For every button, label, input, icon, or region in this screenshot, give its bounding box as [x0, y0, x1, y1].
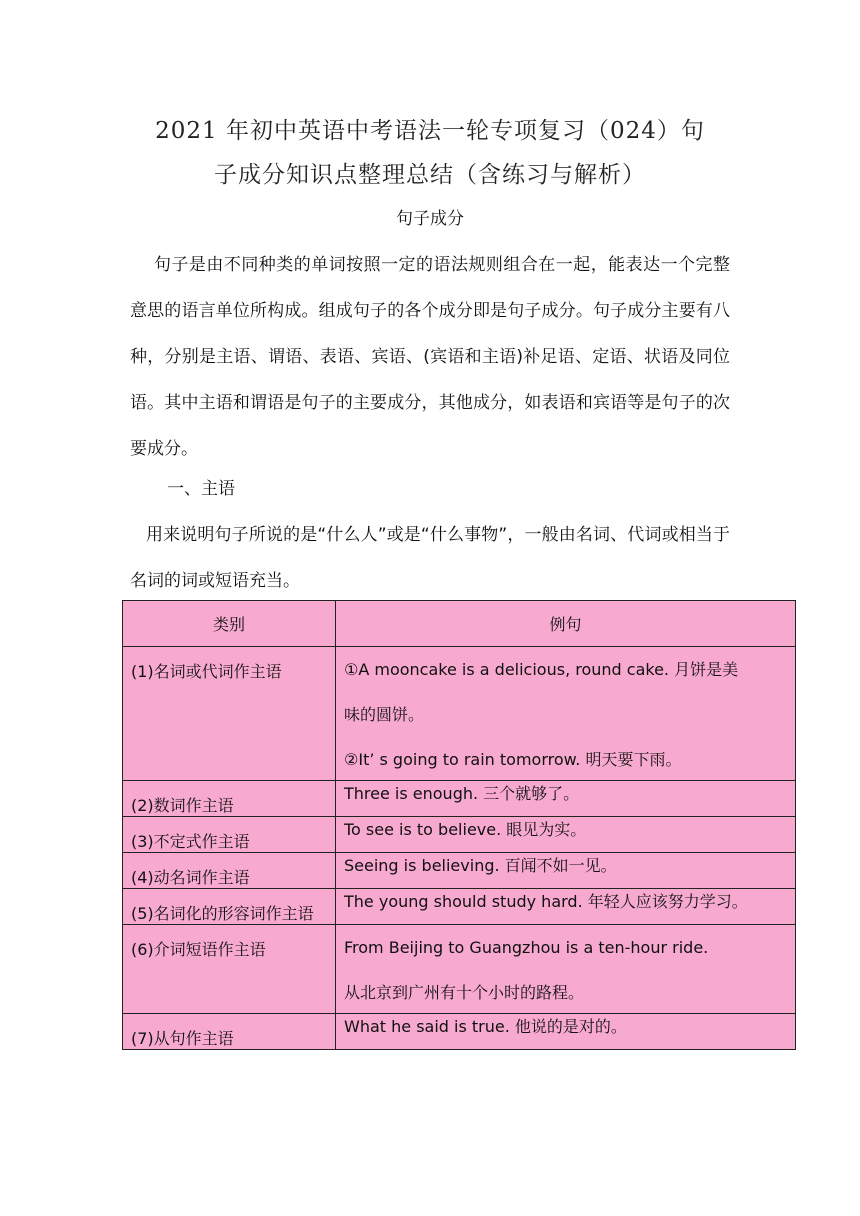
document-title-line-2: 子成分知识点整理总结（含练习与解析） [214, 162, 646, 188]
table-row [123, 647, 796, 781]
example-cell [336, 925, 796, 1014]
category-cell: (2)数词作主语 [123, 781, 336, 817]
category-cell: (1)名词或代词作主语 [123, 647, 336, 781]
category-cell: (4)动名词作主语 [123, 853, 336, 889]
example-cell: The young should study hard. 年轻人应该努力学习。 [336, 889, 796, 925]
category-cell: (5)名词化的形容词作主语 [123, 889, 336, 925]
table-row [123, 817, 796, 853]
intro-paragraph: 句子是由不同种类的单词按照一定的语法规则组合在一起，能表达一个完整意思的语言单位所构成。组成句子的各个成分即是句子成分。句子成分主要有八种，分别是主语、谓语、表语、宾语、(宾语和主语)补足语、定语、状语及同位语。其中主语和谓语是句子的主要成分，其他成分，如表语和宾语等是句子的次要成分。 [130, 255, 730, 459]
example-cell: Three is enough. 三个就够了。 [336, 781, 796, 817]
example-text: ①A mooncake is a delicious, round cake. 月饼是美 [344, 660, 739, 679]
table-row [123, 1014, 796, 1050]
header-category: 类别 [123, 601, 336, 647]
table-row [123, 853, 796, 889]
example-text: 味的圆饼。 [344, 705, 425, 724]
heading-subject: 一、主语 [167, 479, 235, 499]
subject-examples-table [122, 600, 796, 1050]
example-cell: Seeing is believing. 百闻不如一见。 [336, 853, 796, 889]
header-example: 例句 [336, 601, 796, 647]
example-cell: To see is to believe. 眼见为实。 [336, 817, 796, 853]
section-title: 句子成分 [396, 209, 464, 229]
example-cell [336, 647, 796, 781]
table-row [123, 889, 796, 925]
document-title-line-1: 2021 年初中英语中考语法一轮专项复习（024）句 [155, 118, 705, 144]
table-header-row [123, 601, 796, 647]
table-row [123, 925, 796, 1014]
category-cell: (7)从句作主语 [123, 1014, 336, 1050]
example-cell: What he said is true. 他说的是对的。 [336, 1014, 796, 1050]
table-row [123, 781, 796, 817]
example-text: From Beijing to Guangzhou is a ten-hour ride. [344, 938, 709, 957]
example-text: 从北京到广州有十个小时的路程。 [344, 983, 585, 1002]
category-cell: (3)不定式作主语 [123, 817, 336, 853]
category-cell: (6)介词短语作主语 [123, 925, 336, 1014]
subject-description: 用来说明句子所说的是“什么人”或是“什么事物”，一般由名词、代词或相当于名词的词或短语充当。 [130, 525, 730, 591]
example-text: ②It’ s going to rain tomorrow. 明天要下雨。 [344, 750, 682, 769]
